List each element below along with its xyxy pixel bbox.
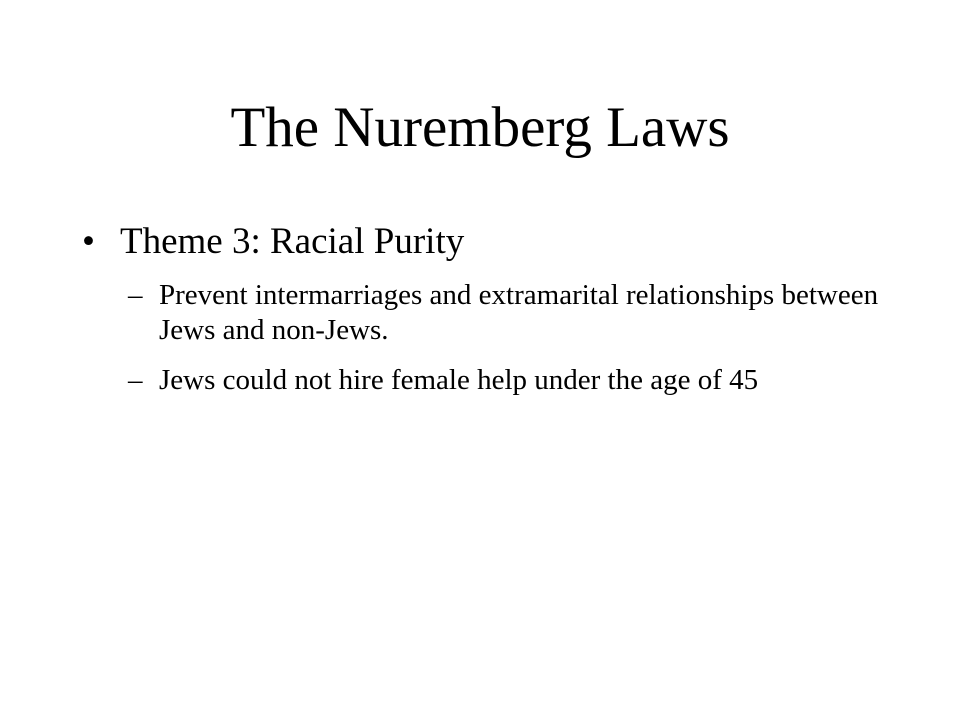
sub-bullet-marker: – — [128, 279, 143, 311]
sub-bullet-text: Jews could not hire female help under the age of 45 — [159, 364, 759, 396]
sub-bullet-list — [128, 278, 888, 413]
sub-bullet-item — [128, 278, 888, 348]
sub-bullet-text: Prevent intermarriages and extramarital relationships between Jews and non-Jews. — [159, 279, 879, 346]
bullet-theme — [82, 220, 902, 264]
slide-title: The Nuremberg Laws — [230, 96, 730, 159]
bullet-marker: • — [82, 221, 95, 262]
sub-bullet-item — [128, 363, 888, 398]
bullet-text: Theme 3: Racial Purity — [120, 221, 465, 262]
sub-bullet-marker: – — [128, 364, 143, 396]
